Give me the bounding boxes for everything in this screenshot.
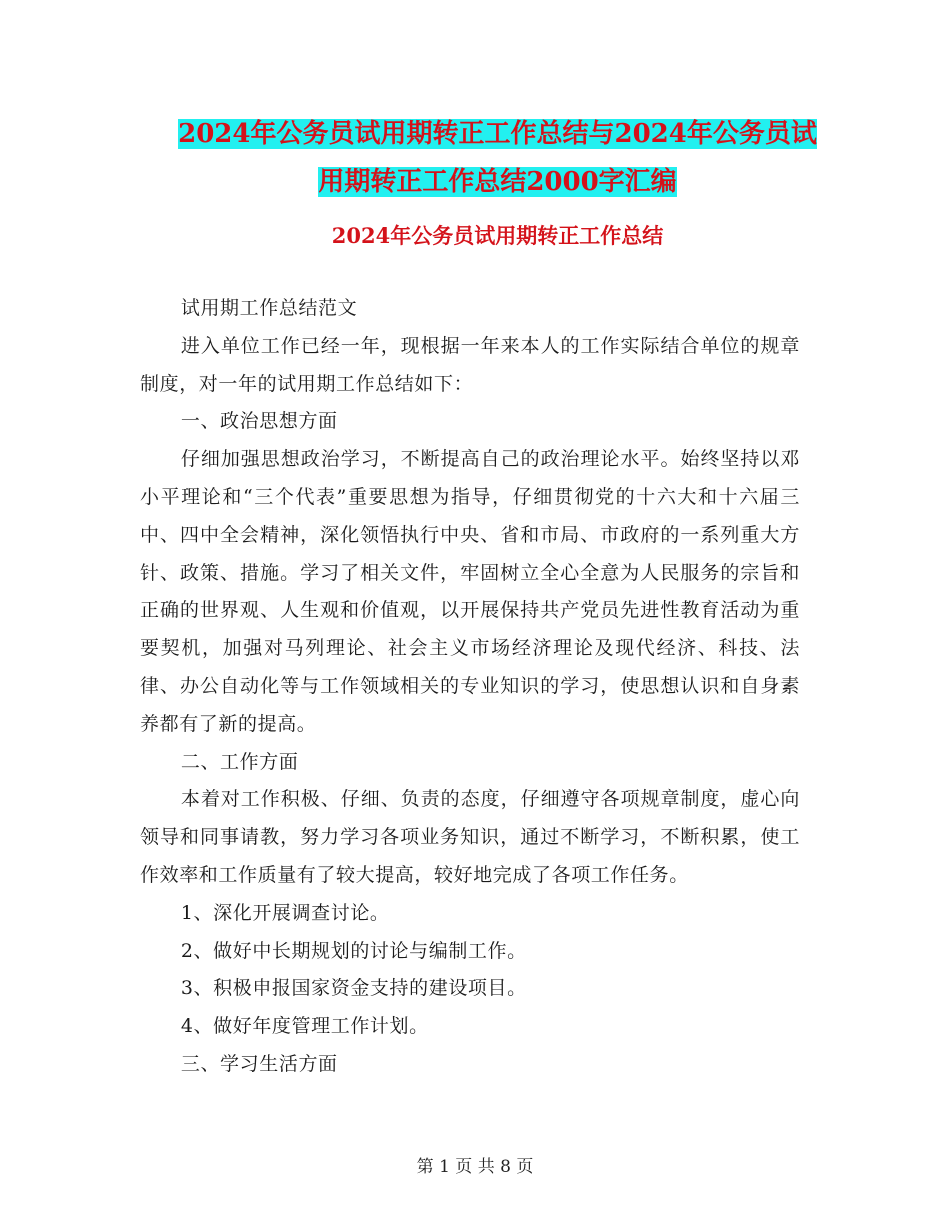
paragraph: 三、学习生活方面 — [180, 1052, 338, 1075]
paragraph: 2、做好中长期规划的讨论与编制工作。 — [180, 939, 527, 962]
document-title — [140, 110, 855, 206]
paragraph: 一、政治思想方面 — [180, 410, 338, 433]
page-footer: 第 1 页 共 8 页 — [416, 1157, 534, 1177]
paragraph: 仔细加强思想政治学习，不断提高自己的政治理论水平。始终坚持以邓小平理论和“三个代表”重要思想为指导，仔细贯彻党的十六大和十六届三中、四中全会精神，深化领悟执行中央、省和市局、市政府的一系列重大方针、政策、措施。学习了相关文件，牢固树立全心全意为人民服务的宗旨和正确的世界观、人生观和价值观，以开展保持共产党员先进性教育活动为重要契机，加强对马列理论、社会主义市场经济理论及现代经济、科技、法律、办公自动化等与工作领域相关的专业知识的学习，使思想认识和自身素养都有了新的提高。 — [140, 448, 800, 735]
section-title: 2024年公务员试用期转正工作总结 — [331, 223, 664, 248]
paragraph: 本着对工作积极、仔细、负责的态度，仔细遵守各项规章制度，虚心向领导和同事请教，努力学习各项业务知识，通过不断学习，不断积累，使工作效率和工作质量有了较大提高，较好地完成了各项工作任务。 — [140, 788, 800, 886]
paragraph: 进入单位工作已经一年，现根据一年来本人的工作实际结合单位的规章制度，对一年的试用期工作总结如下： — [140, 334, 800, 395]
paragraph: 二、工作方面 — [180, 750, 299, 773]
paragraph: 试用期工作总结范文 — [180, 297, 358, 319]
document-title-line2: 用期转正工作总结2000字汇编 — [318, 167, 677, 197]
paragraph: 3、积极申报国家资金支持的建设项目。 — [180, 977, 527, 1000]
document-title-line1: 2024年公务员试用期转正工作总结与2024年公务员试 — [178, 119, 817, 149]
document-body — [140, 290, 800, 1084]
paragraph: 4、做好年度管理工作计划。 — [180, 1015, 429, 1038]
paragraph: 1、深化开展调查讨论。 — [180, 901, 390, 924]
